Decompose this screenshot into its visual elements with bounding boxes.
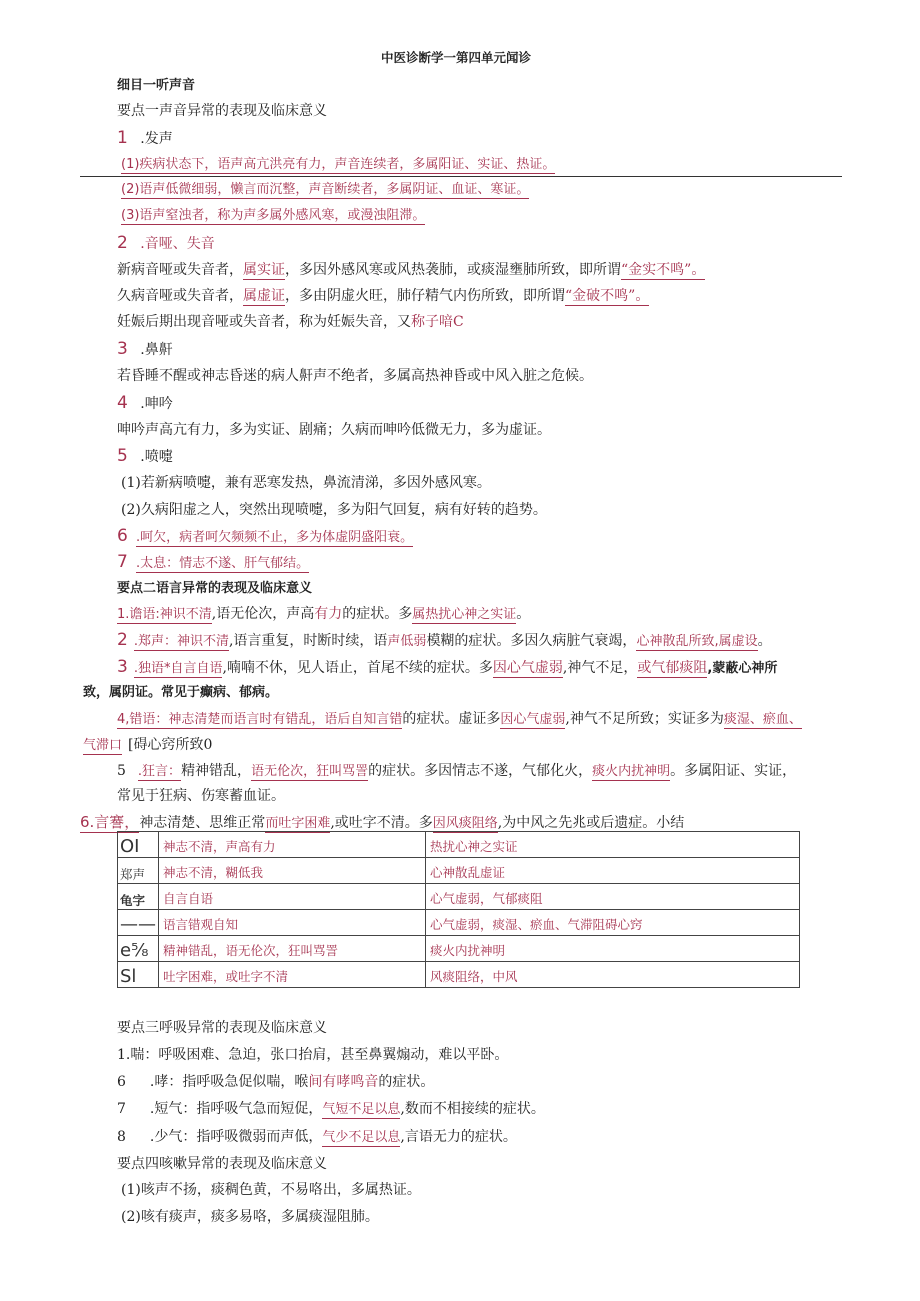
item-number: 5 (117, 446, 128, 466)
item-label: .喷嚏 (140, 449, 173, 465)
table-row (118, 884, 800, 910)
yinya-line-2: 久病音哑或失音者，属虚证，多由阴虚火旺，肺仔精气内伤所致，即所谓“金破不鸣”。 (117, 288, 650, 304)
table-cell-meaning: 痰火内扰神明 (426, 936, 800, 962)
table-cell-symptom: 神志不清，糊低我 (159, 858, 426, 884)
item-label: .发声 (140, 131, 173, 147)
item-haqian (117, 526, 413, 548)
table-row (118, 962, 800, 988)
item-number: 7 (117, 552, 128, 572)
point-heading: 要点三呼吸异常的表现及临床意义 (117, 1020, 327, 1036)
point-heading: 要点一声音异常的表现及临床意义 (117, 103, 327, 119)
yuyan-line-1: 1.谵语:神识不清,语无伦次，声高有力的症状。多属热扰心神之实证。 (117, 606, 531, 622)
item-text: .太息：情志不遂、肝气郁结。 (135, 556, 310, 571)
table-cell-name: 龟字 (118, 884, 159, 910)
fasheng-line-1: (1)疾病状态下，语声高亢洪亮有力，声音连续者，多属阳证、实证、热证。 (121, 157, 556, 172)
table-cell-symptom: 神志不清，声高有力 (159, 832, 426, 858)
item-bihan (117, 339, 173, 360)
yuyan-line-2: 2 .郑声：神识不清,语言重复，时断时续，语声低弱模糊的症状。多因久病脏气衰竭，心神散乱所致,属虚设。 (117, 630, 772, 650)
item-number: 6 (117, 526, 128, 546)
item-number: 4 (117, 393, 128, 413)
table-cell-meaning: 心气虚弱，痰湿、瘀血、气滞阻碍心窍 (426, 910, 800, 936)
table-cell-name: —— (118, 910, 159, 936)
bihan-line-1: 若昏睡不醒或神志昏迷的病人鼾声不绝者，多属高热神昏或中风入脏之危候。 (117, 368, 593, 384)
item-text: .呵欠，病者呵欠频频不止，多为体虚阴盛阳衰。 (135, 530, 414, 545)
table-cell-symptom: 吐字困难，或吐字不清 (159, 962, 426, 988)
yuyan-line-5-cont: 常见于狂病、伤寒蓄血证。 (117, 788, 285, 804)
table-row (118, 910, 800, 936)
table-row (118, 832, 800, 858)
yuyan-line-5: 5 .狂言：精神错乱，语无伦次，狂叫骂詈的症状。多因情志不遂，气郁化火，痰火内扰神明。多属阳证、实证， (117, 763, 797, 779)
item-number: 1 (117, 128, 128, 148)
table-cell-name: Sl (118, 962, 159, 988)
yuyan-line-4-cont: 气滞口 [碍心窍所致0 (83, 737, 213, 753)
item-penti (117, 446, 173, 467)
table-cell-name: 郑声 (118, 858, 159, 884)
table-cell-meaning: 心神散乱虚证 (426, 858, 800, 884)
table-cell-symptom: 精神错乱，语无伦次，狂叫骂詈 (159, 936, 426, 962)
penti-line-2: (2)久病阳虚之人，突然出现喷嚏，多为阳气回复，病有好转的趋势。 (121, 502, 547, 518)
yuyan-line-4: 4,错语：神志清楚而语言时有错乱，语后自知言错的症状。虚证多因心气虚弱,神气不足所致；实证多为痰湿、瘀血、 (117, 711, 802, 727)
fasheng-line-2: (2)语声低微细弱，懒言而沉整，声音断续者，多属阴证、血证、寒证。 (121, 182, 530, 197)
item-label: .呻吟 (140, 396, 173, 412)
table-cell-name: OI (118, 832, 159, 858)
page-title: 中医诊断学一第四单元闻诊 (381, 50, 532, 65)
item-fasheng (117, 128, 173, 149)
item-shenyin (117, 393, 173, 414)
item-number: 3 (117, 339, 128, 359)
item-yinya (117, 233, 215, 254)
fasheng-line-3: (3)语声窒浊者，称为声多属外感风寒，或漫浊阻滞。 (121, 208, 426, 223)
table-cell-name: e⁵⁄₈ (118, 936, 159, 962)
yuyan-line-3-cont: 致，属阴证。常见于癫病、郁病。 (83, 685, 279, 700)
table-cell-symptom: 自言自语 (159, 884, 426, 910)
item-number: 2 (117, 233, 128, 253)
table-row (118, 936, 800, 962)
yinya-line-3: 妊娠后期出现音哑或失音者，称为妊娠失音，又称子喑C (117, 314, 464, 330)
kesou-line-1: (1)咳声不扬，痰稠色黄，不易咯出，多属热证。 (121, 1182, 421, 1198)
shenyin-line-1: 呻吟声高亢有力，多为实证、剧痛；久病而呻吟低微无力，多为虚证。 (117, 422, 551, 438)
huxi-line-2: 6 .哮：指呼吸急促似喘，喉间有哮鸣音的症状。 (117, 1074, 435, 1090)
item-taixi (117, 552, 309, 574)
huxi-line-1: 1.喘：呼吸困难、急迫，张口抬肩，甚至鼻翼煽动，难以平卧。 (117, 1047, 509, 1063)
table-cell-meaning: 风痰阻络，中风 (426, 962, 800, 988)
summary-table (117, 831, 800, 988)
penti-line-1: (1)若新病喷嚏，兼有恶寒发热，鼻流清涕，多因外感风寒。 (121, 475, 491, 491)
item-label: .鼻鼾 (140, 342, 173, 358)
item-label: .音哑、失音 (140, 236, 215, 252)
divider (80, 176, 842, 177)
yuyan-line-6: 6.言謇，神志清楚、思维正常而吐字困难,或吐字不清。多因风痰阻络,为中风之先兆或后遗症。小结 (80, 813, 685, 831)
point-heading: 要点二语言异常的表现及临床意义 (117, 581, 313, 596)
yuyan-line-3: 3 .独语*自言自语,喃喃不休，见人语止，首尾不续的症状。多因心气虚弱,神气不足，或气郁痰阻,蒙蔽心神所 (117, 657, 778, 677)
huxi-line-4: 8 .少气：指呼吸微弱而声低，气少不足以息,言语无力的症状。 (117, 1129, 517, 1145)
section-heading: 细目一听声音 (117, 78, 196, 93)
yinya-line-1: 新病音哑或失音者，属实证，多因外感风寒或风热袭肺，或痰湿壅肺所致，即所谓“金实不鸣”。 (117, 262, 706, 278)
table-cell-meaning: 热扰心神之实证 (426, 832, 800, 858)
kesou-line-2: (2)咳有痰声，痰多易咯，多属痰湿阻肺。 (121, 1209, 379, 1225)
huxi-line-3: 7 .短气：指呼吸气急而短促，气短不足以息,数而不相接续的症状。 (117, 1101, 545, 1117)
point-heading: 要点四咳嗽异常的表现及临床意义 (117, 1156, 327, 1172)
table-row (118, 858, 800, 884)
table-cell-meaning: 心气虚弱，气郁痰阻 (426, 884, 800, 910)
table-cell-symptom: 语言错观自知 (159, 910, 426, 936)
